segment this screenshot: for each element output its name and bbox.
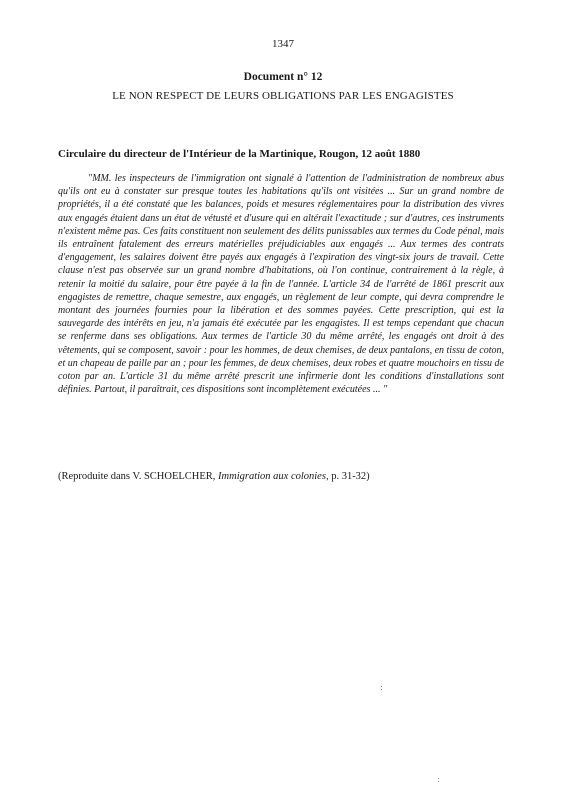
scan-speck (438, 781, 439, 782)
source-suffix: , p. 31-32) (325, 471, 370, 482)
source-note (58, 471, 518, 482)
source-prefix: (Reproduite dans V. SCHOELCHER, (58, 471, 219, 482)
source-book-title: Immigration aux colonies (218, 471, 326, 482)
scan-speck (381, 689, 382, 690)
scan-speck (438, 778, 439, 779)
document-title: LE NON RESPECT DE LEURS OBLIGATIONS PAR LES ENGAGISTES (112, 90, 454, 102)
page-number: 1347 (272, 38, 294, 50)
scan-speck (381, 686, 382, 687)
circular-heading: Circulaire du directeur de l'Intérieur de la Martinique, Rougon, 12 août 1880 (58, 148, 421, 160)
document-number: Document n° 12 (243, 71, 323, 83)
circular-quote: "MM. les inspecteurs de l'immigration ont signalé à l'attention de l'administration de nombreux abus qu'ils ont eu à constater sur presque toutes les habitations qu'ils ont visitées ... Sur un grand nombre de propriétés, il a été constaté que les balances, poids et mesures réglementaires pour la distribution des vivres aux engagés étaient dans un état de vétusté et d'usure qui en altérait l'exactitude ; sur d'autres, ces instruments n'existent même pas. Ces faits constituent non seulement des délits punissables aux termes du Code pénal, mais ils entraînent fatalement des erreurs matérielles préjudiciables aux engagés ... Aux termes des contrats d'engagement, les salaires doivent être payés aux engagés à l'expiration des vingt-six jours de travail. Cette clause n'est pas observée sur un grand nombre d'habitations, où l'on continue, contrairement à la règle, à retenir la moitié du salaire, pour être payée à la fin de l'année. L'article 34 de l'arrêté de 1861 prescrit aux engagistes de remettre, chaque semestre, aux engagés, un règlement de leur compte, qui devra comprendre le montant des journées fournies pour la libération et des sommes payées. Cette prescription, qui est la sauvegarde des intérêts en jeu, n'a jamais été exécutée par les engagistes. Il est temps cependant que chacun se renferme dans ses obligations. Aux termes de l'article 30 du même arrêté, les engagés ont droit à des vêtements, qui se composent, savoir : pour les hommes, de deux chemises, de deux pantalons, en tissu de coton, et un chapeau de paille par an ; pour les femmes, de deux chemises, deux robes et quatre mouchoirs en tissu de coton par an. L'article 31 du même arrêté prescrit une infirmerie dont les conditions d'installations sont définies. Partout, il paraîtrait, ces dispositions sont incomplètement exécutées ... " (58, 173, 505, 396)
